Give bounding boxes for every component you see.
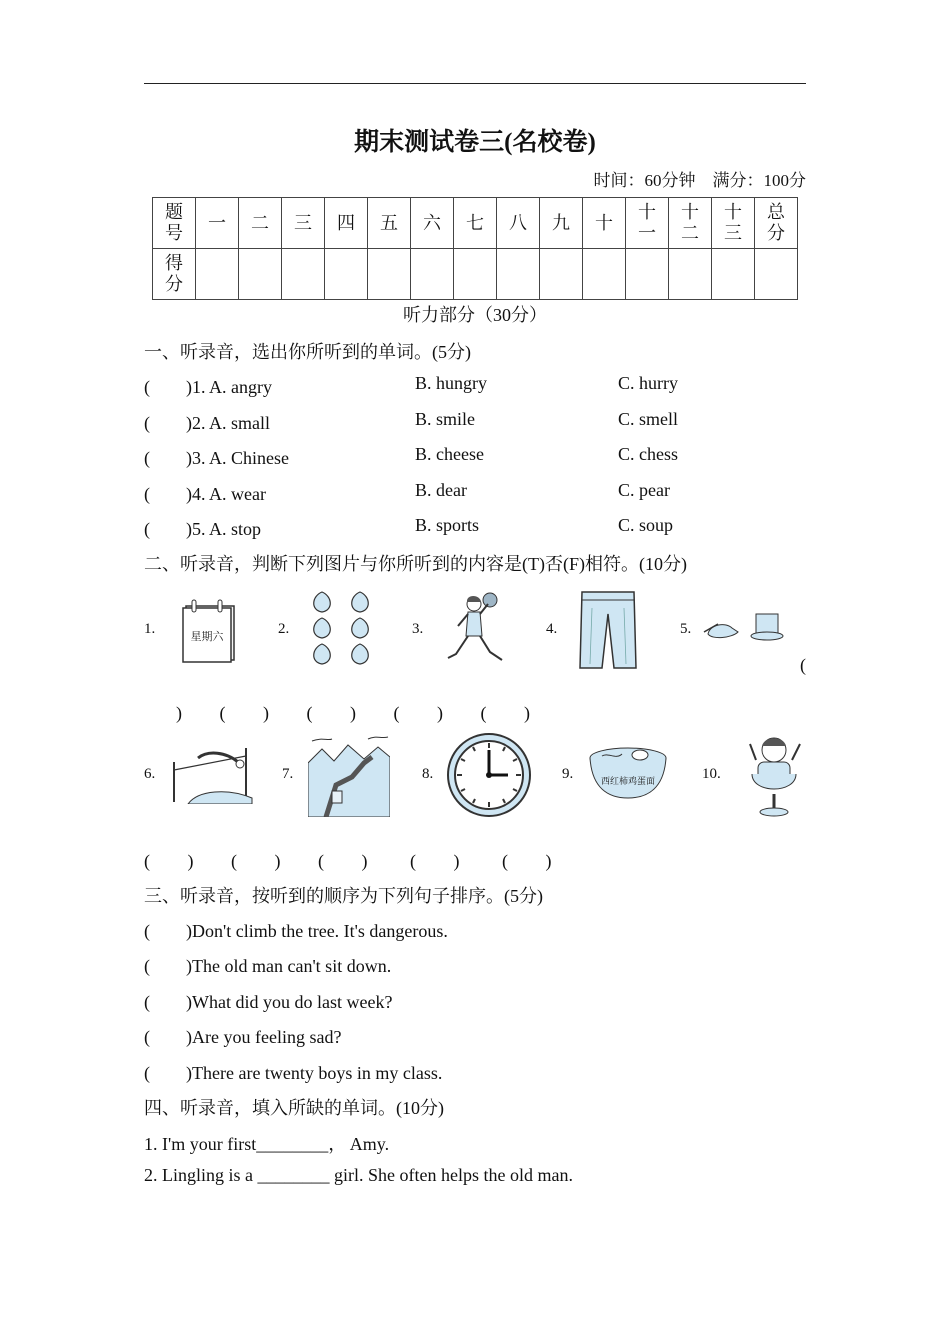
calendar-text: 星期六 xyxy=(190,630,224,643)
section1-item-4-a: ( )4. A. wear xyxy=(144,484,266,504)
section4-item: 2. Lingling is a ________ girl. She often helps the old man. xyxy=(144,1165,573,1185)
pic-number-7: 7. xyxy=(282,766,294,782)
score-table-row-label: 得 分 xyxy=(153,249,196,300)
hats-picture xyxy=(702,610,786,646)
score-cell[interactable] xyxy=(626,249,669,300)
section1-item-5-a: ( )5. A. stop xyxy=(144,519,261,539)
pic-number-1: 1. xyxy=(144,621,156,637)
score-col: 十 一 xyxy=(626,198,669,249)
score-cell[interactable] xyxy=(669,249,712,300)
score-cell[interactable] xyxy=(755,249,798,300)
score-cell[interactable] xyxy=(411,249,454,300)
section1-item-3-c: C. chess xyxy=(618,444,678,464)
score-col: 十 三 xyxy=(712,198,755,249)
listening-section-title: 听力部分（30分） xyxy=(403,305,547,325)
section1-item-2-c: C. smell xyxy=(618,409,679,429)
section4-item: 1. I'm your first________， Amy. xyxy=(144,1134,390,1154)
score-col: 十 xyxy=(583,198,626,249)
score-cell[interactable] xyxy=(454,249,497,300)
score-table-row-label: 题 号 xyxy=(153,198,196,249)
peaches-picture xyxy=(302,588,382,670)
section1-item-1-a: ( )1. A. angry xyxy=(144,377,272,397)
pic-number-9: 9. xyxy=(562,766,574,782)
section1-item-5-c: C. soup xyxy=(618,515,674,535)
section1-item-3-b: B. cheese xyxy=(415,444,484,464)
section1-item-5-b: B. sports xyxy=(415,515,480,535)
score-col: 总 分 xyxy=(755,198,798,249)
great-wall-picture xyxy=(308,733,390,817)
top-rule xyxy=(144,83,806,84)
score-table-score-row xyxy=(153,249,798,300)
section4-heading: 四、听录音，填入所缺的单词。(10分) xyxy=(144,1098,444,1118)
pic-number-8: 8. xyxy=(422,766,434,782)
boy-on-chair-picture xyxy=(744,734,806,818)
pic-number-6: 6. xyxy=(144,766,156,782)
section1-item-2-b: B. smile xyxy=(415,409,476,429)
score-cell[interactable] xyxy=(497,249,540,300)
score-cell[interactable] xyxy=(325,249,368,300)
section3-heading: 三、听录音，按听到的顺序为下列句子排序。(5分) xyxy=(144,886,543,906)
score-col: 八 xyxy=(497,198,540,249)
score-table xyxy=(152,197,798,300)
section1-item-4-c: C. pear xyxy=(618,480,670,500)
section1-item-4-b: B. dear xyxy=(415,480,467,500)
clock-picture xyxy=(446,732,532,818)
exam-meta: 时间：60分钟 满分：100分 xyxy=(593,171,806,190)
score-col: 三 xyxy=(282,198,325,249)
pic-number-10: 10. xyxy=(702,766,721,782)
pic-number-3: 3. xyxy=(412,621,424,637)
trousers-picture xyxy=(578,588,638,672)
section3-item: ( )Don't climb the tree. It's dangerous. xyxy=(144,921,448,941)
section2-row2-answers: ( ) ( ) ( ) ( ) ( ) xyxy=(144,851,552,871)
score-table-header-row xyxy=(153,198,798,249)
noodle-bowl-picture xyxy=(588,744,668,804)
score-cell[interactable] xyxy=(282,249,325,300)
section1-item-2-a: ( )2. A. small xyxy=(144,413,270,433)
section3-item: ( )Are you feeling sad? xyxy=(144,1027,342,1047)
section2-heading: 二、听录音，判断下列图片与你所听到的内容是(T)否(F)相符。(10分) xyxy=(144,554,687,574)
pic-number-5: 5. xyxy=(680,621,692,637)
score-col: 十 二 xyxy=(669,198,712,249)
score-col: 六 xyxy=(411,198,454,249)
score-cell[interactable] xyxy=(196,249,239,300)
score-col: 四 xyxy=(325,198,368,249)
score-cell[interactable] xyxy=(712,249,755,300)
section1-item-1-c: C. hurry xyxy=(618,373,678,393)
bowl-text: 西红柿鸡蛋面 xyxy=(600,777,656,787)
answer-paren-trailing: ( xyxy=(800,655,806,675)
score-cell[interactable] xyxy=(583,249,626,300)
high-jump-picture xyxy=(168,740,254,804)
section1-heading: 一、听录音，选出你所听到的单词。(5分) xyxy=(144,342,471,362)
section1-item-3-a: ( )3. A. Chinese xyxy=(144,448,289,468)
girl-playing-basketball-picture xyxy=(444,590,508,670)
page-title: 期末测试卷三(名校卷) xyxy=(354,129,596,156)
section2-row1-answers: ) ( ) ( ) ( ) ( ) xyxy=(176,703,531,723)
score-col: 九 xyxy=(540,198,583,249)
score-cell[interactable] xyxy=(239,249,282,300)
section1-item-1-b: B. hungry xyxy=(415,373,487,393)
pic-number-4: 4. xyxy=(546,621,558,637)
section3-item: ( )There are twenty boys in my class. xyxy=(144,1063,443,1083)
section3-item: ( )What did you do last week? xyxy=(144,992,393,1012)
score-col: 二 xyxy=(239,198,282,249)
section3-item: ( )The old man can't sit down. xyxy=(144,956,392,976)
pic-number-2: 2. xyxy=(278,621,290,637)
score-cell[interactable] xyxy=(368,249,411,300)
score-col: 七 xyxy=(454,198,497,249)
score-col: 一 xyxy=(196,198,239,249)
score-col: 五 xyxy=(368,198,411,249)
calendar-saturday-picture xyxy=(180,598,238,664)
score-cell[interactable] xyxy=(540,249,583,300)
